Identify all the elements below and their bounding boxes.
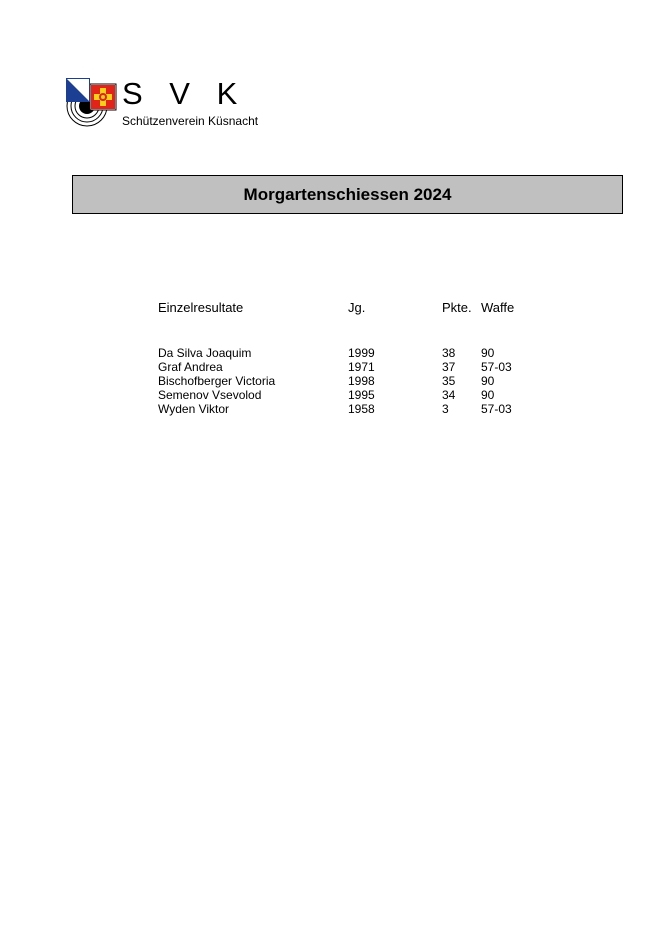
row-name: Semenov Vsevolod [158, 388, 262, 402]
row-weapon: 90 [481, 346, 495, 360]
row-points: 3 [442, 402, 449, 416]
row-year: 1998 [348, 374, 375, 388]
row-weapon: 90 [481, 374, 495, 388]
table-row [158, 388, 558, 402]
row-name: Wyden Viktor [158, 402, 230, 416]
club-name: Schützenverein Küsnacht [122, 114, 259, 128]
results-table [158, 300, 558, 416]
row-name: Bischofberger Victoria [158, 374, 276, 388]
table-row [158, 360, 558, 374]
row-year: 1995 [348, 388, 375, 402]
table-header [158, 300, 558, 318]
zurich-flag-icon [66, 78, 90, 102]
row-name: Da Silva Joaquim [158, 346, 252, 360]
title-banner [72, 175, 623, 214]
row-weapon: 57-03 [481, 402, 512, 416]
row-points: 38 [442, 346, 456, 360]
row-points: 37 [442, 360, 456, 374]
row-year: 1958 [348, 402, 375, 416]
row-year: 1971 [348, 360, 375, 374]
row-points: 35 [442, 374, 456, 388]
table-row [158, 346, 558, 360]
header-weapon: Waffe [481, 300, 515, 315]
row-name: Graf Andrea [158, 360, 223, 374]
row-weapon: 57-03 [481, 360, 512, 374]
row-points: 34 [442, 388, 456, 402]
club-logo [66, 78, 266, 136]
table-row [158, 374, 558, 388]
header-points: Pkte. [442, 300, 472, 315]
header-year: Jg. [348, 300, 366, 315]
club-abbreviation: S V K [122, 76, 247, 111]
header-name: Einzelresultate [158, 300, 244, 315]
table-row [158, 402, 558, 416]
row-year: 1999 [348, 346, 375, 360]
row-weapon: 90 [481, 388, 495, 402]
page-title: Morgartenschiessen 2024 [243, 184, 452, 204]
